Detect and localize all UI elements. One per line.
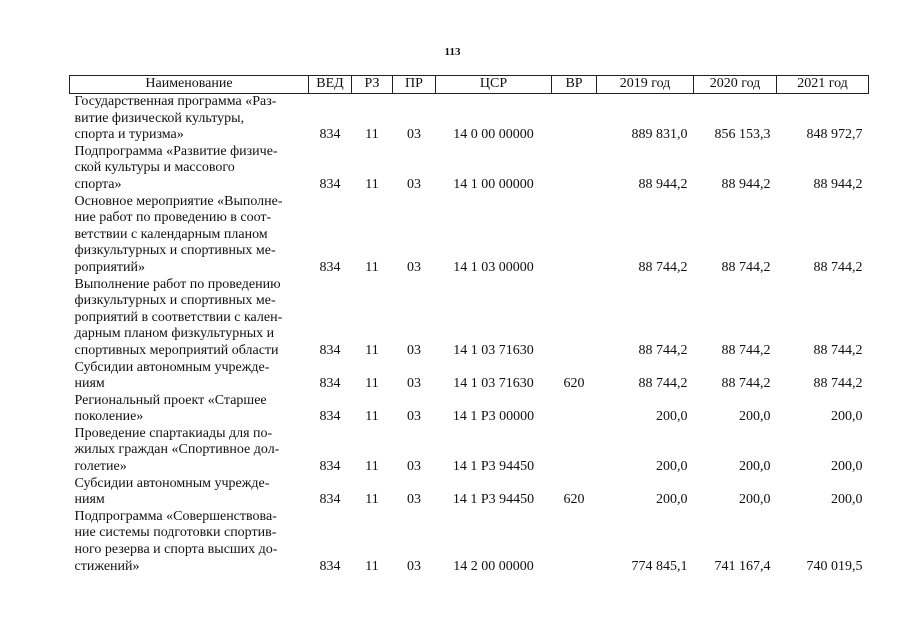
cell-rz: 11	[365, 492, 379, 508]
cell-vr: 620	[563, 376, 585, 392]
cell-y2019: 88 744,2	[638, 259, 688, 275]
cell-csr: 14 1 03 00000	[453, 259, 534, 275]
cell-name: Проведение спартакиады для по- жилых граждан «Спортивное дол- голетие»	[74, 425, 280, 475]
cell-y2020: 88 944,2	[721, 176, 771, 192]
cell-ved: 834	[319, 376, 341, 392]
cell-pr: 03	[407, 376, 421, 392]
cell-pr: 03	[407, 558, 421, 574]
cell-y2019: 200,0	[656, 459, 688, 475]
cell-name: Основное мероприятие «Выполне- ние работ по проведению в соот- ветствии с календарным планом физкультурных и спортивных ме- роприятий»	[74, 193, 283, 275]
table-row	[70, 94, 869, 144]
cell-y2020: 88 744,2	[721, 259, 771, 275]
cell-ved: 834	[319, 127, 341, 143]
cell-name: Государственная программа «Раз- витие физической культуры, спорта и туризма»	[74, 94, 277, 143]
cell-pr: 03	[407, 409, 421, 425]
cell-csr: 14 1 P3 94450	[452, 459, 535, 475]
table-header-row	[70, 76, 869, 94]
header-2021: 2021 год	[777, 76, 869, 94]
cell-y2021: 88 744,2	[813, 342, 863, 358]
cell-pr: 03	[407, 492, 421, 508]
cell-y2021: 88 944,2	[813, 176, 863, 192]
cell-name: Субсидии автономным учрежде- ниям	[74, 475, 270, 508]
cell-rz: 11	[365, 127, 379, 143]
table-row	[70, 277, 869, 360]
cell-vr	[552, 94, 597, 144]
header-pr: ПР	[393, 76, 436, 94]
cell-name: Подпрограмма «Развитие физиче- ской культуры и массового спорта»	[74, 143, 278, 192]
table-body	[70, 94, 869, 576]
cell-y2021: 88 744,2	[813, 376, 863, 392]
cell-y2021: 740 019,5	[806, 558, 863, 574]
cell-pr: 03	[407, 176, 421, 192]
cell-name: Подпрограмма «Совершенствова- ние системы подготовки спортив- ного резерва и спорта высших до- стижений»	[74, 508, 278, 574]
cell-vr	[552, 144, 597, 194]
table-row	[70, 144, 869, 194]
cell-csr: 14 1 03 71630	[453, 376, 534, 392]
cell-rz: 11	[365, 259, 379, 275]
cell-ved: 834	[319, 492, 341, 508]
cell-csr: 14 1 00 00000	[453, 176, 534, 192]
cell-ved: 834	[319, 459, 341, 475]
cell-y2019: 88 744,2	[638, 342, 688, 358]
cell-y2019: 200,0	[656, 409, 688, 425]
cell-name: Выполнение работ по проведению физкультурных и спортивных ме- роприятий в соответствии с кален- дарным планом физкультурных и спортивных мероприятий области	[74, 276, 283, 358]
cell-pr: 03	[407, 342, 421, 358]
table-row	[70, 426, 869, 476]
cell-y2021: 88 744,2	[813, 259, 863, 275]
cell-vr	[552, 393, 597, 426]
cell-csr: 14 2 00 00000	[453, 558, 534, 574]
cell-y2019: 88 744,2	[638, 376, 688, 392]
cell-y2020: 200,0	[739, 409, 771, 425]
cell-y2020: 856 153,3	[714, 127, 771, 143]
cell-y2019: 774 845,1	[631, 558, 688, 574]
table-row	[70, 393, 869, 426]
cell-vr: 620	[563, 492, 585, 508]
cell-y2021: 200,0	[831, 409, 863, 425]
page-number: 113	[444, 46, 461, 58]
cell-ved: 834	[319, 558, 341, 574]
header-2019: 2019 год	[597, 76, 694, 94]
cell-rz: 11	[365, 459, 379, 475]
header-vr: ВР	[552, 76, 597, 94]
table-row	[70, 509, 869, 575]
header-name: Наименование	[70, 76, 309, 94]
cell-vr	[552, 509, 597, 575]
cell-name: Региональный проект «Старшее поколение»	[74, 392, 267, 425]
cell-csr: 14 1 P3 94450	[452, 492, 535, 508]
cell-ved: 834	[319, 409, 341, 425]
budget-table	[69, 75, 869, 575]
table-row	[70, 194, 869, 277]
cell-vr	[552, 277, 597, 360]
header-rz: РЗ	[352, 76, 393, 94]
cell-pr: 03	[407, 127, 421, 143]
cell-ved: 834	[319, 176, 341, 192]
cell-vr	[552, 194, 597, 277]
cell-csr: 14 1 P3 00000	[452, 409, 535, 425]
cell-csr: 14 0 00 00000	[453, 127, 534, 143]
cell-vr	[552, 426, 597, 476]
cell-y2020: 88 744,2	[721, 376, 771, 392]
table-row	[70, 476, 869, 509]
cell-y2021: 200,0	[831, 492, 863, 508]
table-row	[70, 360, 869, 393]
header-2020: 2020 год	[694, 76, 777, 94]
cell-y2020: 200,0	[739, 492, 771, 508]
cell-rz: 11	[365, 342, 379, 358]
cell-ved: 834	[319, 342, 341, 358]
cell-y2020: 741 167,4	[714, 558, 771, 574]
cell-csr: 14 1 03 71630	[453, 342, 534, 358]
cell-ved: 834	[319, 259, 341, 275]
cell-rz: 11	[365, 176, 379, 192]
cell-y2019: 200,0	[656, 492, 688, 508]
cell-pr: 03	[407, 259, 421, 275]
header-csr: ЦСР	[436, 76, 552, 94]
header-ved: ВЕД	[309, 76, 352, 94]
cell-rz: 11	[365, 376, 379, 392]
cell-rz: 11	[365, 558, 379, 574]
cell-pr: 03	[407, 459, 421, 475]
cell-name: Субсидии автономным учрежде- ниям	[74, 359, 270, 392]
cell-y2020: 88 744,2	[721, 342, 771, 358]
cell-y2020: 200,0	[739, 459, 771, 475]
cell-y2021: 200,0	[831, 459, 863, 475]
cell-y2019: 88 944,2	[638, 176, 688, 192]
cell-y2021: 848 972,7	[806, 127, 863, 143]
cell-y2019: 889 831,0	[631, 127, 688, 143]
cell-rz: 11	[365, 409, 379, 425]
